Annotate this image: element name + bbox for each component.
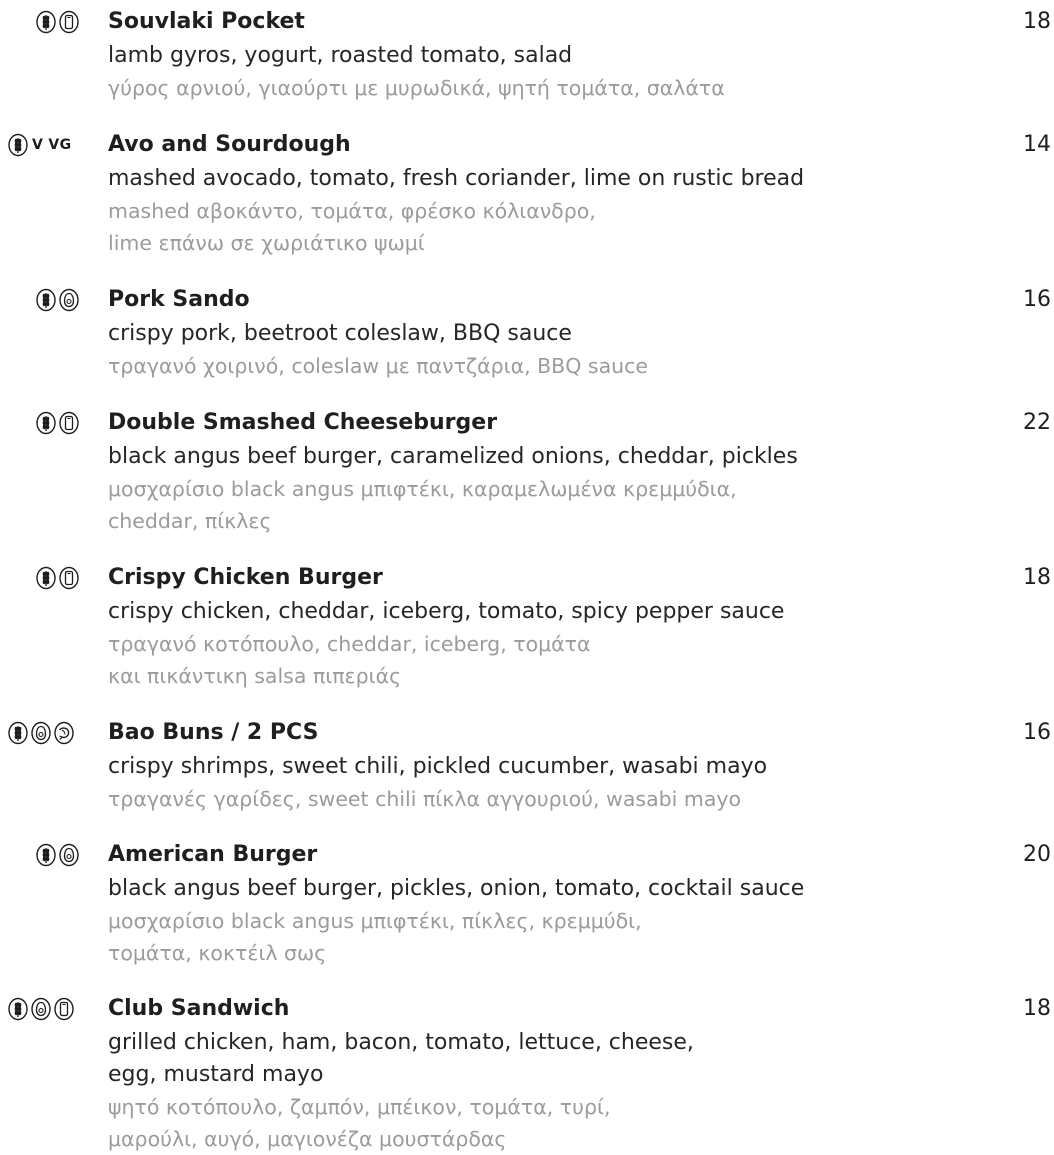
description-line: mashed avocado, tomato, fresh coriander, lime on rustic bread bbox=[108, 166, 805, 191]
egg-icon bbox=[31, 997, 51, 1021]
item-price: 18 bbox=[1023, 9, 1051, 34]
greek-line: γύρος αρνιού, γιαούρτι με μυρωδικά, ψητή τομάτα, σαλάτα bbox=[108, 76, 725, 100]
item-description bbox=[108, 873, 804, 905]
description-line: crispy chicken, cheddar, iceberg, tomato, spicy pepper sauce bbox=[108, 599, 785, 624]
item-title: Avo and Sourdough bbox=[108, 132, 351, 157]
item-description bbox=[108, 163, 804, 195]
item-price: 16 bbox=[1023, 720, 1051, 745]
shrimp-icon bbox=[54, 721, 74, 745]
phone-icon bbox=[59, 566, 79, 590]
wheat-icon bbox=[8, 997, 28, 1021]
item-title: Double Smashed Cheeseburger bbox=[108, 410, 498, 435]
item-description-greek bbox=[108, 195, 596, 259]
phone-icon bbox=[59, 411, 79, 435]
allergen-icons bbox=[36, 841, 79, 869]
description-line: lamb gyros, yogurt, roasted tomato, salad bbox=[108, 43, 573, 68]
greek-line: τραγανό κοτόπουλο, cheddar, iceberg, τομάτα bbox=[108, 632, 591, 656]
allergen-icons bbox=[8, 131, 73, 159]
item-description-greek bbox=[108, 473, 737, 537]
greek-line: μοσχαρίσιο black angus μπιφτέκι, πίκλες, κρεμμύδι, bbox=[108, 909, 642, 933]
vegan-label: VG bbox=[48, 137, 72, 153]
greek-line: ψητό κοτόπουλο, ζαμπόν, μπέικον, τομάτα, τυρί, bbox=[108, 1095, 611, 1119]
description-line: crispy shrimps, sweet chili, pickled cucumber, wasabi mayo bbox=[108, 754, 768, 779]
item-price: 16 bbox=[1023, 287, 1051, 312]
item-price: 22 bbox=[1023, 410, 1051, 435]
item-title: American Burger bbox=[108, 842, 318, 867]
allergen-icons bbox=[36, 8, 79, 36]
allergen-icons bbox=[36, 409, 79, 437]
greek-line: μοσχαρίσιο black angus μπιφτέκι, καραμελωμένα κρεμμύδια, bbox=[108, 477, 737, 501]
item-description bbox=[108, 596, 784, 628]
item-description-greek bbox=[108, 1091, 610, 1155]
item-description-greek bbox=[108, 905, 642, 969]
item-description-greek bbox=[108, 350, 648, 382]
item-description-greek bbox=[108, 783, 741, 815]
description-line: black angus beef burger, pickles, onion, tomato, cocktail sauce bbox=[108, 876, 805, 901]
wheat-icon bbox=[36, 10, 56, 34]
description-line: egg, mustard mayo bbox=[108, 1062, 324, 1087]
description-line: black angus beef burger, caramelized onions, cheddar, pickles bbox=[108, 444, 798, 469]
description-line: crispy pork, beetroot coleslaw, BBQ sauce bbox=[108, 321, 572, 346]
item-price: 20 bbox=[1023, 842, 1051, 867]
allergen-icons bbox=[36, 286, 79, 314]
greek-line: lime επάνω σε χωριάτικο ψωμί bbox=[108, 231, 425, 255]
item-description bbox=[108, 318, 572, 350]
egg-icon bbox=[59, 288, 79, 312]
item-description-greek bbox=[108, 72, 725, 104]
item-description bbox=[108, 751, 767, 783]
greek-line: και πικάντικη salsa πιπεριάς bbox=[108, 664, 402, 688]
egg-icon bbox=[31, 721, 51, 745]
item-description bbox=[108, 40, 572, 72]
wheat-icon bbox=[36, 411, 56, 435]
wheat-icon bbox=[36, 843, 56, 867]
egg-icon bbox=[59, 843, 79, 867]
item-description-greek bbox=[108, 628, 591, 692]
wheat-icon bbox=[36, 288, 56, 312]
item-title: Souvlaki Pocket bbox=[108, 9, 305, 34]
item-price: 18 bbox=[1023, 565, 1051, 590]
wheat-icon bbox=[8, 721, 28, 745]
item-price: 14 bbox=[1023, 132, 1051, 157]
item-title: Club Sandwich bbox=[108, 996, 290, 1021]
phone-icon bbox=[54, 997, 74, 1021]
greek-line: μαρούλι, αυγό, μαγιονέζα μουστάρδας bbox=[108, 1127, 507, 1151]
item-description bbox=[108, 1027, 694, 1091]
description-line: grilled chicken, ham, bacon, tomato, lettuce, cheese, bbox=[108, 1030, 694, 1055]
item-title: Pork Sando bbox=[108, 287, 250, 312]
greek-line: τραγανό χοιρινό, coleslaw με παντζάρια, BBQ sauce bbox=[108, 354, 649, 378]
vegetarian-label: V bbox=[32, 137, 44, 153]
allergen-icons bbox=[8, 719, 74, 747]
allergen-icons bbox=[36, 564, 79, 592]
item-description bbox=[108, 441, 798, 473]
item-title: Bao Buns / 2 PCS bbox=[108, 720, 319, 745]
greek-line: τραγανές γαρίδες, sweet chili πίκλα αγγουριού, wasabi mayo bbox=[108, 787, 742, 811]
item-title: Crispy Chicken Burger bbox=[108, 565, 383, 590]
greek-line: τομάτα, κοκτέιλ σως bbox=[108, 941, 327, 965]
wheat-icon bbox=[8, 133, 28, 157]
phone-icon bbox=[59, 10, 79, 34]
wheat-icon bbox=[36, 566, 56, 590]
allergen-icons bbox=[8, 995, 74, 1023]
greek-line: cheddar, πίκλες bbox=[108, 509, 272, 533]
item-price: 18 bbox=[1023, 996, 1051, 1021]
greek-line: mashed αβοκάντο, τομάτα, φρέσκο κόλιανδρο, bbox=[108, 199, 596, 223]
